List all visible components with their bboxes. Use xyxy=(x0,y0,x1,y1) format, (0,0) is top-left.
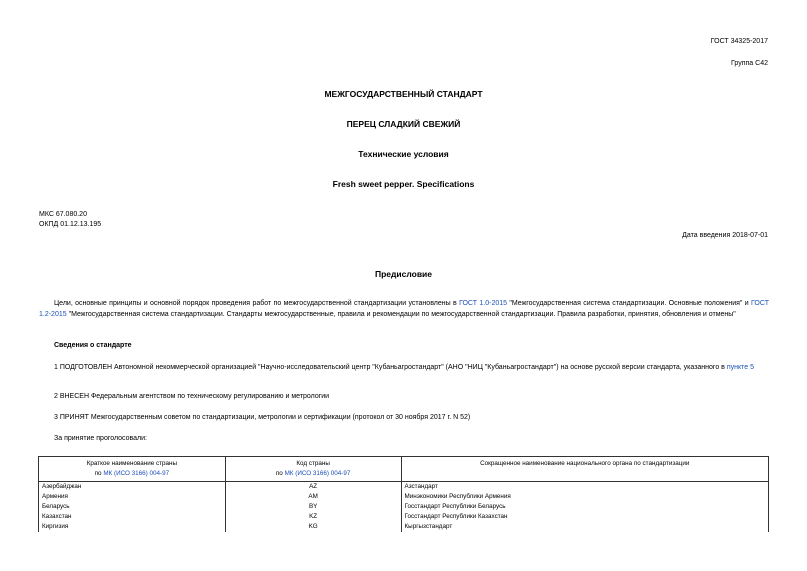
spec-en-title: Fresh sweet pepper. Specifications xyxy=(332,179,475,189)
gost-1-2-link[interactable]: ГОСТ 1.2-2015 xyxy=(39,300,769,318)
standards-body: Госстандарт Республики Казахстан xyxy=(401,512,768,522)
table-row xyxy=(39,522,769,532)
column-country-header xyxy=(39,457,226,482)
mk-iso-3166-code-link[interactable]: МК (ИСО 3166) 004-97 xyxy=(284,470,351,477)
foreword-text-b: "Межгосударственная система стандартизации. Основные положения" и xyxy=(507,300,752,307)
country-code: KG xyxy=(225,522,401,532)
column-code-header xyxy=(225,457,401,482)
standards-body: Минэкономики Республики Армения xyxy=(401,492,768,502)
okpd-code: ОКПД 01.12.13.195 xyxy=(39,221,102,228)
foreword-heading: Предисловие xyxy=(374,269,433,279)
column-code-prefix: по xyxy=(275,470,285,477)
voted-label: За принятие проголосовали: xyxy=(54,435,147,442)
item-1-prepared xyxy=(39,362,769,373)
table-row xyxy=(39,512,769,522)
standards-body: Кыргызстандарт xyxy=(401,522,768,532)
table-row xyxy=(39,502,769,512)
foreword-text-a: Цели, основные принципы и основной порядок проведения работ по межгосударственной стандартизации установлены в xyxy=(54,300,460,307)
introduction-date: Дата введения 2018-07-01 xyxy=(682,232,768,239)
spec-ru-title: Технические условия xyxy=(358,149,449,159)
group-label: Группа С42 xyxy=(731,60,768,67)
country-code: AM xyxy=(225,492,401,502)
document-number: ГОСТ 34325-2017 xyxy=(710,38,768,45)
table-row xyxy=(39,482,769,493)
foreword-paragraph xyxy=(39,298,769,320)
standards-body: Азстандарт xyxy=(401,482,768,493)
interstate-standard-title: МЕЖГОСУДАРСТВЕННЫЙ СТАНДАРТ xyxy=(324,89,483,99)
country-name: Казахстан xyxy=(39,512,226,522)
column-country-prefix: по xyxy=(94,470,104,477)
item-1-text: 1 ПОДГОТОВЛЕН Автономной некоммерческой организацией "Научно-исследовательский центр "Кубаньагростандарт" (АНО "НИЦ "Кубаньагростандарт") на основе русской версии стандарта, указанного в xyxy=(54,364,727,371)
country-name: Азербайджан xyxy=(39,482,226,493)
country-code: KZ xyxy=(225,512,401,522)
country-code: AZ xyxy=(225,482,401,493)
column-body-header: Сокращенное наименование национального органа по стандартизации xyxy=(401,457,768,482)
mks-code: МКС 67.080.20 xyxy=(39,211,87,218)
country-name: Армения xyxy=(39,492,226,502)
country-code: BY xyxy=(225,502,401,512)
gost-1-0-link[interactable]: ГОСТ 1.0-2015 xyxy=(459,300,508,307)
column-code-label: Код страны xyxy=(296,460,330,467)
clause-5-link[interactable]: пункте 5 xyxy=(726,364,754,371)
country-name: Беларусь xyxy=(39,502,226,512)
country-name: Киргизия xyxy=(39,522,226,532)
standards-body: Госстандарт Республики Беларусь xyxy=(401,502,768,512)
item-3-adopted: 3 ПРИНЯТ Межгосударственным советом по стандартизации, метрологии и сертификации (протокол от 30 ноября 2017 г. N 52) xyxy=(54,414,471,421)
column-country-label: Краткое наименование страны xyxy=(86,460,178,467)
product-title: ПЕРЕЦ СЛАДКИЙ СВЕЖИЙ xyxy=(346,119,461,129)
table-row xyxy=(39,492,769,502)
table-header-row xyxy=(39,457,769,482)
mk-iso-3166-link[interactable]: МК (ИСО 3166) 004-97 xyxy=(103,470,170,477)
countries-table xyxy=(38,456,769,532)
item-2-submitted: 2 ВНЕСЕН Федеральным агентством по техническому регулированию и метрологии xyxy=(54,393,330,400)
foreword-text-c: "Межгосударственная система стандартизации. Стандарты межгосударственные, правила и рекомендации по межгосударственной стандартизации. Правила разработки, принятия, обновления и отмены" xyxy=(66,311,736,318)
standard-info-heading: Сведения о стандарте xyxy=(54,342,132,349)
